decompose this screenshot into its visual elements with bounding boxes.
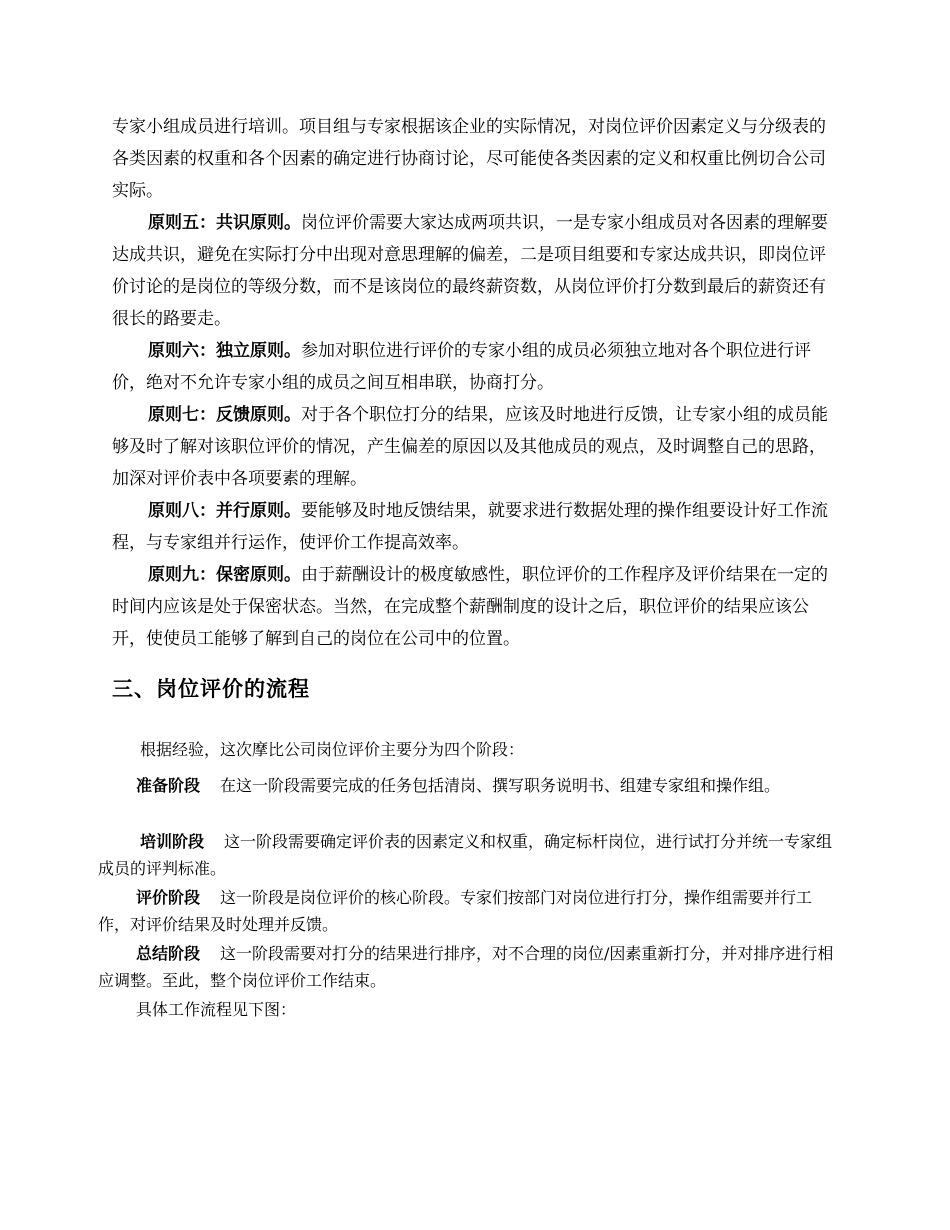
principle-text: 由于薪酬设计的极度敏感性，职位评价的工作程序及评价结果在一定的时间内应该是处于保密状态。当然，在完成整个薪酬制度的设计之后，职位评价的结果应该公开，使使员工能够了解到自己的岗位在公司中的位置。 xyxy=(112,565,828,649)
principle-lead: 原则八：并行原则。 xyxy=(148,501,301,521)
principle-lead: 原则七：反馈原则。 xyxy=(148,405,301,425)
stage-intro: 根据经验，这次摩比公司岗位评价主要分为四个阶段： xyxy=(140,740,525,759)
stage-text: 这一阶段需要确定评价表的因素定义和权重，确定标杆岗位，进行试打分并统一专家组成员的评判标准。 xyxy=(98,832,833,878)
stage-lead: 评价阶段 xyxy=(136,888,201,907)
principle-seven xyxy=(112,399,842,495)
principle-six xyxy=(112,335,842,399)
stage-summary xyxy=(98,940,843,994)
stage-training xyxy=(98,828,843,882)
section-heading: 三、岗位评价的流程 xyxy=(112,677,310,701)
principle-lead: 原则五：共识原则。 xyxy=(148,213,301,233)
stage-prep xyxy=(98,772,843,799)
stage-evaluation xyxy=(98,884,843,938)
principle-text: 要能够及时地反馈结果，就要求进行数据处理的操作组要设计好工作流程，与专家组并行运作，使评价工作提高效率。 xyxy=(112,501,828,553)
principle-text: 参加对职位进行评价的专家小组的成员必须独立地对各个职位进行评价，绝对不允许专家小组的成员之间互相串联，协商打分。 xyxy=(112,341,811,393)
principle-nine xyxy=(112,559,842,655)
stage-text: 在这一阶段需要完成的任务包括清岗、撰写职务说明书、组建专家组和操作组。 xyxy=(220,776,781,795)
closing-line: 具体工作流程见下图： xyxy=(136,1000,297,1019)
principle-eight xyxy=(112,495,842,559)
principle-text: 对于各个职位打分的结果，应该及时地进行反馈，让专家小组的成员能够及时了解对该职位评价的情况，产生偏差的原因以及其他成员的观点，及时调整自己的思路，加深对评价表中各项要素的理解。 xyxy=(112,405,828,489)
stage-lead: 培训阶段 xyxy=(140,832,205,851)
stage-text: 这一阶段是岗位评价的核心阶段。专家们按部门对岗位进行打分，操作组需要并行工作，对评价结果及时处理并反馈。 xyxy=(98,888,813,934)
stage-text: 这一阶段需要对打分的结果进行排序，对不合理的岗位/因素重新打分，并对排序进行相应调整。至此，整个岗位评价工作结束。 xyxy=(98,944,834,990)
principle-five xyxy=(112,207,842,335)
principle-text: 岗位评价需要大家达成两项共识，一是专家小组成员对各因素的理解要达成共识，避免在实际打分中出现对意思理解的偏差，二是项目组要和专家达成共识，即岗位评价讨论的是岗位的等级分数，而不是该岗位的最终薪资数，从岗位评价打分数到最后的薪资还有很长的路要走。 xyxy=(112,213,828,329)
stage-lead: 总结阶段 xyxy=(136,944,201,963)
intro-paragraph: 专家小组成员进行培训。项目组与专家根据该企业的实际情况，对岗位评价因素定义与分级表的各类因素的权重和各个因素的确定进行协商讨论，尽可能使各类因素的定义和权重比例切合公司实际。 xyxy=(112,117,826,201)
principle-lead: 原则九：保密原则。 xyxy=(148,565,301,585)
stage-lead: 准备阶段 xyxy=(136,776,201,795)
principle-lead: 原则六：独立原则。 xyxy=(148,341,301,361)
